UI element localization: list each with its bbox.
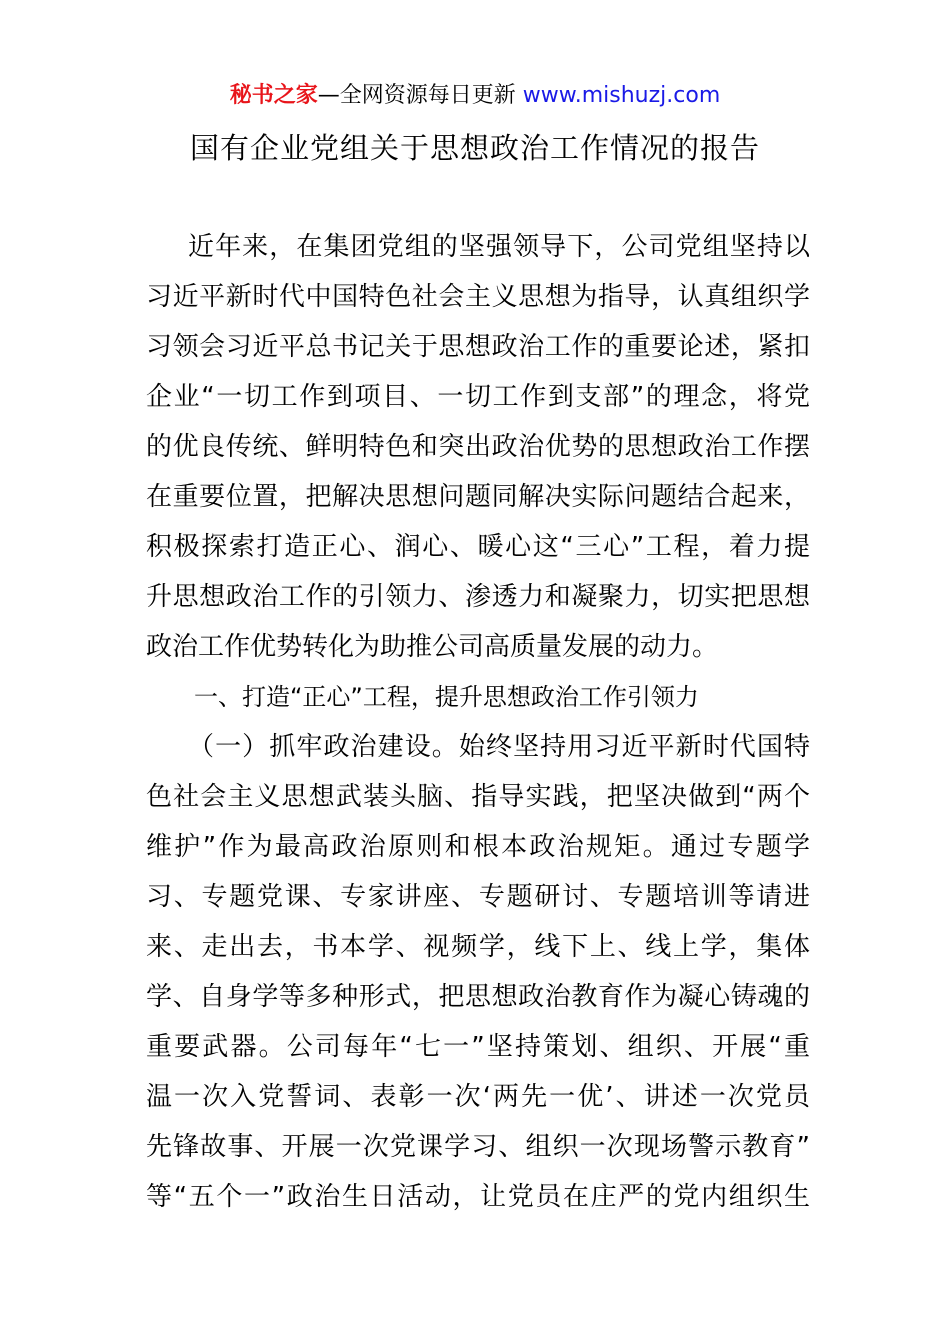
body-line: （一）抓牢政治建设。始终坚持用习近平新时代国特	[188, 732, 810, 762]
section-heading: 一、打造“正心”工程，提升思想政治工作引领力	[194, 683, 699, 711]
site-link[interactable]: www.mishuzj.com	[522, 83, 721, 108]
brand-name: 秘书之家	[229, 83, 318, 108]
body-line: 积极探索打造正心、润心、暖心这“三心”工程，着力提	[146, 532, 810, 562]
document-title: 国有企业党组关于思想政治工作情况的报告	[189, 131, 760, 165]
body-line: 来、走出去，书本学、视频学，线下上、线上学，集体	[146, 932, 810, 962]
body-line: 温一次入党誓词、表彰一次‘两先一优’、讲述一次党员	[146, 1082, 810, 1112]
header-tagline: —全网资源每日更新	[317, 83, 516, 108]
document-body	[146, 222, 810, 1222]
body-line: 色社会主义思想武装头脑、指导实践，把坚决做到“两个	[146, 782, 810, 812]
body-line: 先锋故事、开展一次党课学习、组织一次现场警示教育”	[146, 1132, 810, 1162]
body-line: 升思想政治工作的引领力、渗透力和凝聚力，切实把思想	[146, 582, 810, 612]
body-line: 政治工作优势转化为助推公司高质量发展的动力。	[146, 632, 719, 662]
site-header	[0, 80, 950, 112]
body-line: 的优良传统、鲜明特色和突出政治优势的思想政治工作摆	[146, 432, 810, 462]
body-line: 重要武器。公司每年“七一”坚持策划、组织、开展“重	[146, 1032, 810, 1062]
body-line: 学、自身学等多种形式，把思想政治教育作为凝心铸魂的	[146, 982, 810, 1012]
body-line: 习领会习近平总书记关于思想政治工作的重要论述，紧扣	[146, 332, 810, 362]
body-line: 维护”作为最高政治原则和根本政治规矩。通过专题学	[146, 832, 810, 862]
body-line: 在重要位置，把解决思想问题同解决实际问题结合起来，	[146, 482, 810, 512]
body-line: 近年来，在集团党组的坚强领导下，公司党组坚持以	[188, 232, 810, 262]
body-line: 等“五个一”政治生日活动，让党员在庄严的党内组织生	[146, 1182, 810, 1212]
body-line: 习近平新时代中国特色社会主义思想为指导，认真组织学	[146, 282, 810, 312]
body-line: 习、专题党课、专家讲座、专题研讨、专题培训等请进	[146, 882, 810, 912]
body-line: 企业“一切工作到项目、一切工作到支部”的理念，将党	[146, 382, 810, 412]
